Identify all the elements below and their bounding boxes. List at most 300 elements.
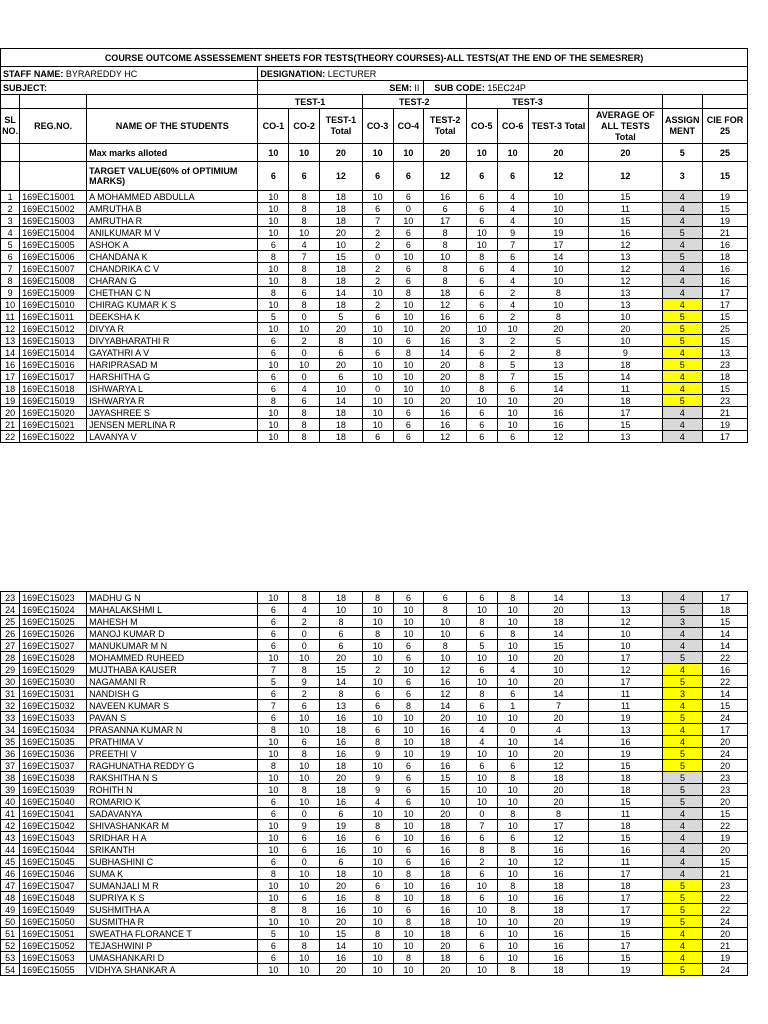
mark-cell: 10 xyxy=(258,431,289,443)
reg-no: 169EC15047 xyxy=(20,880,87,892)
mark-cell: 7 xyxy=(258,664,289,676)
sl-no: 13 xyxy=(1,335,20,347)
mark-cell: 10 xyxy=(258,203,289,215)
mark-cell: 6 xyxy=(289,892,320,904)
assignment-mark: 5 xyxy=(662,760,702,772)
mark-cell: 8 xyxy=(362,928,393,940)
mark-cell: 13 xyxy=(589,299,662,311)
mark-cell: 8 xyxy=(258,868,289,880)
mark-cell: 6 xyxy=(466,299,497,311)
mark-cell: 10 xyxy=(393,820,424,832)
max-marks-value: 20 xyxy=(589,144,662,162)
sl-no: 27 xyxy=(1,640,20,652)
mark-cell: 6 xyxy=(362,311,393,323)
mark-cell: 17 xyxy=(703,592,748,604)
mark-cell: 6 xyxy=(497,251,528,263)
mark-cell: 20 xyxy=(320,227,363,239)
sl-no: 20 xyxy=(1,407,20,419)
col-reg: REG.NO. xyxy=(20,109,87,144)
mark-cell: 10 xyxy=(393,616,424,628)
mark-cell: 19 xyxy=(703,191,748,203)
mark-cell: 8 xyxy=(466,251,497,263)
mark-cell: 19 xyxy=(589,964,662,976)
sheet-title: COURSE OUTCOME ASSESSEMENT SHEETS FOR TESTS(THEORY COURSES)-ALL TESTS(AT THE END OF THE SEMESRER) xyxy=(1,49,748,67)
mark-cell: 17 xyxy=(703,724,748,736)
mark-cell: 15 xyxy=(589,760,662,772)
mark-cell: 8 xyxy=(393,868,424,880)
mark-cell: 6 xyxy=(466,263,497,275)
mark-cell: 6 xyxy=(362,688,393,700)
mark-cell: 1 xyxy=(497,700,528,712)
assignment-mark: 5 xyxy=(662,712,702,724)
mark-cell: 18 xyxy=(424,868,467,880)
mark-cell: 23 xyxy=(703,772,748,784)
mark-cell: 16 xyxy=(424,724,467,736)
mark-cell: 8 xyxy=(289,419,320,431)
mark-cell: 4 xyxy=(466,724,497,736)
reg-no: 169EC15004 xyxy=(20,227,87,239)
mark-cell: 8 xyxy=(320,688,363,700)
mark-cell: 10 xyxy=(393,383,424,395)
mark-cell: 17 xyxy=(589,652,662,664)
student-row xyxy=(1,203,748,215)
reg-no: 169EC15029 xyxy=(20,664,87,676)
mark-cell: 9 xyxy=(362,772,393,784)
mark-cell: 10 xyxy=(258,844,289,856)
mark-cell: 23 xyxy=(703,784,748,796)
mark-cell: 13 xyxy=(703,347,748,359)
mark-cell: 4 xyxy=(497,191,528,203)
mark-cell: 6 xyxy=(466,431,497,443)
mark-cell: 20 xyxy=(528,784,589,796)
mark-cell: 20 xyxy=(528,395,589,407)
subject: SUBJECT: xyxy=(1,81,258,95)
mark-cell: 9 xyxy=(289,820,320,832)
mark-cell: 10 xyxy=(362,940,393,952)
mark-cell: 10 xyxy=(589,311,662,323)
mark-cell: 10 xyxy=(258,880,289,892)
mark-cell: 6 xyxy=(258,239,289,251)
target-value: 6 xyxy=(393,162,424,191)
student-row xyxy=(1,808,748,820)
max-marks-value: 20 xyxy=(528,144,589,162)
mark-cell: 10 xyxy=(424,652,467,664)
assignment-mark: 4 xyxy=(662,856,702,868)
test-3-group: TEST-3 xyxy=(466,95,588,109)
mark-cell: 16 xyxy=(320,952,363,964)
mark-cell: 20 xyxy=(424,359,467,371)
mark-cell: 10 xyxy=(424,628,467,640)
mark-cell: 15 xyxy=(589,419,662,431)
mark-cell: 6 xyxy=(320,347,363,359)
mark-cell: 8 xyxy=(362,892,393,904)
mark-cell: 6 xyxy=(320,640,363,652)
student-name: NAVEEN KUMAR S xyxy=(87,700,258,712)
mark-cell: 6 xyxy=(424,203,467,215)
mark-cell: 20 xyxy=(528,604,589,616)
mark-cell: 18 xyxy=(320,191,363,203)
mark-cell: 10 xyxy=(362,371,393,383)
mark-cell: 10 xyxy=(362,395,393,407)
mark-cell: 18 xyxy=(528,904,589,916)
mark-cell: 6 xyxy=(466,892,497,904)
mark-cell: 18 xyxy=(589,395,662,407)
col-average: AVERAGE OF ALL TESTS Total xyxy=(589,109,662,144)
student-row xyxy=(1,940,748,952)
mark-cell: 6 xyxy=(393,904,424,916)
reg-no: 169EC15028 xyxy=(20,652,87,664)
reg-no: 169EC15052 xyxy=(20,940,87,952)
mark-cell: 15 xyxy=(703,311,748,323)
mark-cell: 10 xyxy=(497,395,528,407)
student-name: MAHESH M xyxy=(87,616,258,628)
mark-cell: 8 xyxy=(393,287,424,299)
mark-cell: 10 xyxy=(258,323,289,335)
mark-cell: 7 xyxy=(258,700,289,712)
mark-cell: 10 xyxy=(362,191,393,203)
sl-no: 42 xyxy=(1,820,20,832)
student-name: SRIKANTH xyxy=(87,844,258,856)
sl-no: 21 xyxy=(1,419,20,431)
mark-cell: 15 xyxy=(703,383,748,395)
assignment-mark: 5 xyxy=(662,748,702,760)
sl-no: 39 xyxy=(1,784,20,796)
assignment-mark: 4 xyxy=(662,592,702,604)
student-name: CHARAN G xyxy=(87,275,258,287)
mark-cell: 6 xyxy=(497,431,528,443)
sl-no: 43 xyxy=(1,832,20,844)
mark-cell: 10 xyxy=(362,904,393,916)
mark-cell: 16 xyxy=(424,407,467,419)
mark-cell: 10 xyxy=(589,628,662,640)
mark-cell: 15 xyxy=(528,371,589,383)
mark-cell: 8 xyxy=(289,191,320,203)
mark-cell: 18 xyxy=(589,784,662,796)
mark-cell: 10 xyxy=(258,652,289,664)
mark-cell: 11 xyxy=(589,700,662,712)
mark-cell: 0 xyxy=(289,311,320,323)
mark-cell: 8 xyxy=(424,275,467,287)
mark-cell: 13 xyxy=(589,251,662,263)
mark-cell: 6 xyxy=(393,796,424,808)
target-value-label: TARGET VALUE(60% of OPTIMIUM MARKS) xyxy=(87,162,258,191)
mark-cell: 7 xyxy=(497,371,528,383)
mark-cell: 2 xyxy=(497,287,528,299)
mark-cell: 10 xyxy=(393,880,424,892)
mark-cell: 16 xyxy=(703,664,748,676)
mark-cell: 13 xyxy=(589,287,662,299)
mark-cell: 24 xyxy=(703,964,748,976)
assignment-mark: 4 xyxy=(662,628,702,640)
assignment-mark: 4 xyxy=(662,275,702,287)
student-name: MOHAMMED RUHEED xyxy=(87,652,258,664)
mark-cell: 10 xyxy=(528,299,589,311)
reg-no: 169EC15001 xyxy=(20,191,87,203)
target-value: 6 xyxy=(289,162,320,191)
reg-no: 169EC15035 xyxy=(20,736,87,748)
mark-cell: 18 xyxy=(528,616,589,628)
mark-cell: 10 xyxy=(497,640,528,652)
student-row xyxy=(1,383,748,395)
student-row xyxy=(1,952,748,964)
mark-cell: 16 xyxy=(528,952,589,964)
mark-cell: 0 xyxy=(362,383,393,395)
mark-cell: 6 xyxy=(289,832,320,844)
mark-cell: 16 xyxy=(424,419,467,431)
mark-cell: 6 xyxy=(289,395,320,407)
mark-cell: 24 xyxy=(703,712,748,724)
reg-no: 169EC15008 xyxy=(20,275,87,287)
student-row xyxy=(1,275,748,287)
sl-no: 1 xyxy=(1,191,20,203)
max-marks-row xyxy=(1,144,748,162)
student-row xyxy=(1,736,748,748)
student-name: MANUKUMAR M N xyxy=(87,640,258,652)
sl-no: 40 xyxy=(1,796,20,808)
mark-cell: 10 xyxy=(362,359,393,371)
mark-cell: 10 xyxy=(393,251,424,263)
sl-no: 17 xyxy=(1,371,20,383)
mark-cell: 8 xyxy=(466,371,497,383)
mark-cell: 10 xyxy=(289,868,320,880)
mark-cell: 10 xyxy=(497,407,528,419)
mark-cell: 6 xyxy=(393,263,424,275)
assignment-mark: 5 xyxy=(662,772,702,784)
reg-no: 169EC15032 xyxy=(20,700,87,712)
target-value-row xyxy=(1,162,748,191)
mark-cell: 10 xyxy=(289,323,320,335)
mark-cell: 3 xyxy=(466,335,497,347)
student-name: NAGAMANI R xyxy=(87,676,258,688)
mark-cell: 20 xyxy=(528,676,589,688)
mark-cell: 10 xyxy=(393,928,424,940)
mark-cell: 0 xyxy=(497,724,528,736)
assignment-mark: 4 xyxy=(662,263,702,275)
assignment-mark: 4 xyxy=(662,383,702,395)
mark-cell: 10 xyxy=(466,323,497,335)
reg-no: 169EC15023 xyxy=(20,592,87,604)
mark-cell: 6 xyxy=(393,844,424,856)
reg-no: 169EC15046 xyxy=(20,868,87,880)
mark-cell: 10 xyxy=(466,395,497,407)
mark-cell: 8 xyxy=(362,736,393,748)
mark-cell: 5 xyxy=(497,359,528,371)
mark-cell: 10 xyxy=(393,359,424,371)
sl-no: 29 xyxy=(1,664,20,676)
mark-cell: 6 xyxy=(393,640,424,652)
sl-no: 53 xyxy=(1,952,20,964)
mark-cell: 18 xyxy=(320,784,363,796)
sl-no: 48 xyxy=(1,892,20,904)
student-name: AMRUTHA B xyxy=(87,203,258,215)
student-name: CHETHAN C N xyxy=(87,287,258,299)
mark-cell: 10 xyxy=(393,832,424,844)
mark-cell: 10 xyxy=(258,419,289,431)
mark-cell: 12 xyxy=(589,616,662,628)
mark-cell: 10 xyxy=(466,964,497,976)
sl-no: 46 xyxy=(1,868,20,880)
target-value: 3 xyxy=(662,162,702,191)
mark-cell: 18 xyxy=(320,203,363,215)
sl-no: 31 xyxy=(1,688,20,700)
sl-no: 2 xyxy=(1,203,20,215)
mark-cell: 8 xyxy=(393,347,424,359)
mark-cell: 10 xyxy=(497,940,528,952)
mark-cell: 6 xyxy=(393,592,424,604)
mark-cell: 10 xyxy=(393,892,424,904)
student-row xyxy=(1,215,748,227)
assignment-mark: 4 xyxy=(662,239,702,251)
sl-no: 16 xyxy=(1,359,20,371)
col-assignment: ASSIGN MENT xyxy=(662,109,702,144)
mark-cell: 16 xyxy=(424,844,467,856)
sl-no: 37 xyxy=(1,760,20,772)
mark-cell: 18 xyxy=(528,964,589,976)
mark-cell: 6 xyxy=(258,347,289,359)
mark-cell: 8 xyxy=(289,407,320,419)
mark-cell: 8 xyxy=(258,251,289,263)
student-name: PRASANNA KUMAR N xyxy=(87,724,258,736)
target-value: 12 xyxy=(589,162,662,191)
mark-cell: 8 xyxy=(466,383,497,395)
student-name: MADHU G N xyxy=(87,592,258,604)
mark-cell: 6 xyxy=(362,880,393,892)
mark-cell: 6 xyxy=(466,664,497,676)
mark-cell: 12 xyxy=(424,431,467,443)
mark-cell: 14 xyxy=(528,592,589,604)
mark-cell: 6 xyxy=(258,856,289,868)
mark-cell: 4 xyxy=(528,724,589,736)
mark-cell: 22 xyxy=(703,820,748,832)
mark-cell: 8 xyxy=(466,359,497,371)
mark-cell: 16 xyxy=(320,796,363,808)
mark-cell: 13 xyxy=(589,431,662,443)
mark-cell: 14 xyxy=(320,395,363,407)
mark-cell: 10 xyxy=(393,311,424,323)
mark-cell: 16 xyxy=(703,239,748,251)
mark-cell: 12 xyxy=(528,856,589,868)
mark-cell: 8 xyxy=(258,395,289,407)
mark-cell: 6 xyxy=(393,676,424,688)
mark-cell: 10 xyxy=(362,760,393,772)
mark-cell: 6 xyxy=(497,688,528,700)
mark-cell: 10 xyxy=(289,724,320,736)
student-row xyxy=(1,676,748,688)
mark-cell: 8 xyxy=(466,844,497,856)
mark-cell: 6 xyxy=(393,335,424,347)
mark-cell: 6 xyxy=(289,700,320,712)
mark-cell: 10 xyxy=(289,712,320,724)
mark-cell: 9 xyxy=(589,347,662,359)
assignment-mark: 5 xyxy=(662,880,702,892)
mark-cell: 8 xyxy=(424,640,467,652)
student-name: TEJASHWINI P xyxy=(87,940,258,952)
col-co2: CO-2 xyxy=(289,109,320,144)
mark-cell: 6 xyxy=(258,808,289,820)
student-name: DIVYA R xyxy=(87,323,258,335)
mark-cell: 16 xyxy=(424,760,467,772)
student-row xyxy=(1,760,748,772)
mark-cell: 18 xyxy=(320,868,363,880)
mark-cell: 7 xyxy=(289,251,320,263)
mark-cell: 20 xyxy=(528,748,589,760)
student-row xyxy=(1,419,748,431)
mark-cell: 8 xyxy=(258,724,289,736)
mark-cell: 16 xyxy=(424,191,467,203)
mark-cell: 10 xyxy=(362,335,393,347)
mark-cell: 10 xyxy=(424,796,467,808)
mark-cell: 2 xyxy=(362,239,393,251)
mark-cell: 20 xyxy=(424,323,467,335)
mark-cell: 6 xyxy=(362,724,393,736)
mark-cell: 8 xyxy=(393,952,424,964)
mark-cell: 6 xyxy=(258,616,289,628)
mark-cell: 18 xyxy=(424,820,467,832)
mark-cell: 13 xyxy=(589,724,662,736)
reg-no: 169EC15027 xyxy=(20,640,87,652)
sl-no: 14 xyxy=(1,347,20,359)
mark-cell: 10 xyxy=(528,203,589,215)
mark-cell: 20 xyxy=(320,772,363,784)
mark-cell: 6 xyxy=(466,347,497,359)
student-name: ROHITH N xyxy=(87,784,258,796)
max-marks-value: 10 xyxy=(289,144,320,162)
mark-cell: 14 xyxy=(703,640,748,652)
mark-cell: 10 xyxy=(362,287,393,299)
assignment-mark: 5 xyxy=(662,904,702,916)
mark-cell: 6 xyxy=(258,712,289,724)
mark-cell: 14 xyxy=(424,700,467,712)
student-name: PREETHI V xyxy=(87,748,258,760)
mark-cell: 20 xyxy=(424,712,467,724)
mark-cell: 19 xyxy=(703,832,748,844)
assignment-mark: 3 xyxy=(662,688,702,700)
mark-cell: 10 xyxy=(258,748,289,760)
assignment-mark: 4 xyxy=(662,952,702,964)
mark-cell: 6 xyxy=(362,203,393,215)
sl-no: 11 xyxy=(1,311,20,323)
mark-cell: 10 xyxy=(497,952,528,964)
mark-cell: 20 xyxy=(320,359,363,371)
mark-cell: 18 xyxy=(703,604,748,616)
assignment-mark: 4 xyxy=(662,868,702,880)
mark-cell: 17 xyxy=(589,940,662,952)
mark-cell: 20 xyxy=(528,323,589,335)
mark-cell: 8 xyxy=(528,808,589,820)
mark-cell: 6 xyxy=(393,652,424,664)
assignment-mark: 4 xyxy=(662,640,702,652)
assignment-mark: 5 xyxy=(662,892,702,904)
mark-cell: 19 xyxy=(703,215,748,227)
mark-cell: 8 xyxy=(497,844,528,856)
mark-cell: 16 xyxy=(528,419,589,431)
mark-cell: 18 xyxy=(703,371,748,383)
reg-no: 169EC15043 xyxy=(20,832,87,844)
mark-cell: 0 xyxy=(289,640,320,652)
student-row xyxy=(1,688,748,700)
mark-cell: 6 xyxy=(393,191,424,203)
student-row xyxy=(1,359,748,371)
mark-cell: 6 xyxy=(466,275,497,287)
mark-cell: 16 xyxy=(424,904,467,916)
student-row xyxy=(1,371,748,383)
mark-cell: 6 xyxy=(466,215,497,227)
student-row xyxy=(1,880,748,892)
mark-cell: 10 xyxy=(258,227,289,239)
mark-cell: 18 xyxy=(424,952,467,964)
mark-cell: 0 xyxy=(289,856,320,868)
mark-cell: 16 xyxy=(424,832,467,844)
